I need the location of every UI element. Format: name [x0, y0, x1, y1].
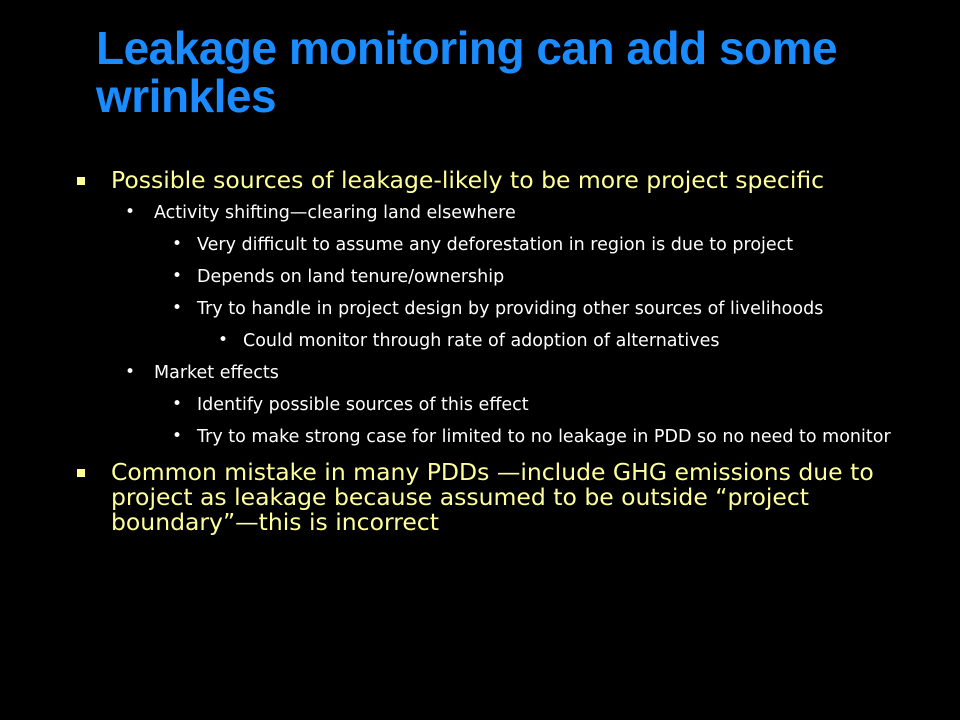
dot-bullet-icon: •	[218, 330, 229, 350]
bullet-level4	[218, 330, 930, 351]
bullet-level3	[172, 298, 930, 319]
dot-bullet-icon: •	[172, 298, 183, 318]
square-bullet-icon	[77, 177, 85, 185]
bullet-text: Identify possible sources of this effect	[197, 395, 529, 415]
dot-bullet-icon: •	[125, 202, 136, 222]
bullet-level3	[172, 426, 930, 447]
dot-bullet-icon: •	[172, 394, 183, 414]
square-bullet-icon	[77, 469, 85, 477]
dot-bullet-icon: •	[125, 362, 136, 382]
bullet-level2	[125, 362, 940, 383]
dot-bullet-icon: •	[172, 426, 183, 446]
dot-bullet-icon: •	[172, 266, 183, 286]
slide-body	[0, 168, 960, 546]
bullet-level3	[172, 266, 930, 287]
bullet-text: Market effects	[154, 363, 279, 383]
bullet-text: Possible sources of leakage-likely to be more project specific	[111, 166, 825, 194]
bullet-level1	[111, 168, 940, 193]
bullet-level3	[172, 234, 930, 255]
dot-bullet-icon: •	[172, 234, 183, 254]
bullet-text: Could monitor through rate of adoption of alternatives	[243, 331, 720, 351]
bullet-text: Depends on land tenure/ownership	[197, 267, 505, 287]
bullet-text: Very difficult to assume any deforestation in region is due to project	[197, 235, 794, 255]
bullet-text: Activity shifting—clearing land elsewhere	[154, 203, 516, 223]
bullet-text: Common mistake in many PDDs —include GHG emissions due to project as leakage because assumed to be outside “project boundary”—this is incorrect	[111, 458, 874, 536]
bullet-level2	[125, 202, 940, 223]
bullet-level1	[111, 460, 940, 535]
bullet-level3	[172, 394, 930, 415]
bullet-text: Try to make strong case for limited to no leakage in PDD so no need to monitor	[197, 427, 891, 447]
bullet-text: Try to handle in project design by providing other sources of livelihoods	[197, 299, 824, 319]
slide-title: Leakage monitoring can add some wrinkles	[96, 22, 838, 122]
